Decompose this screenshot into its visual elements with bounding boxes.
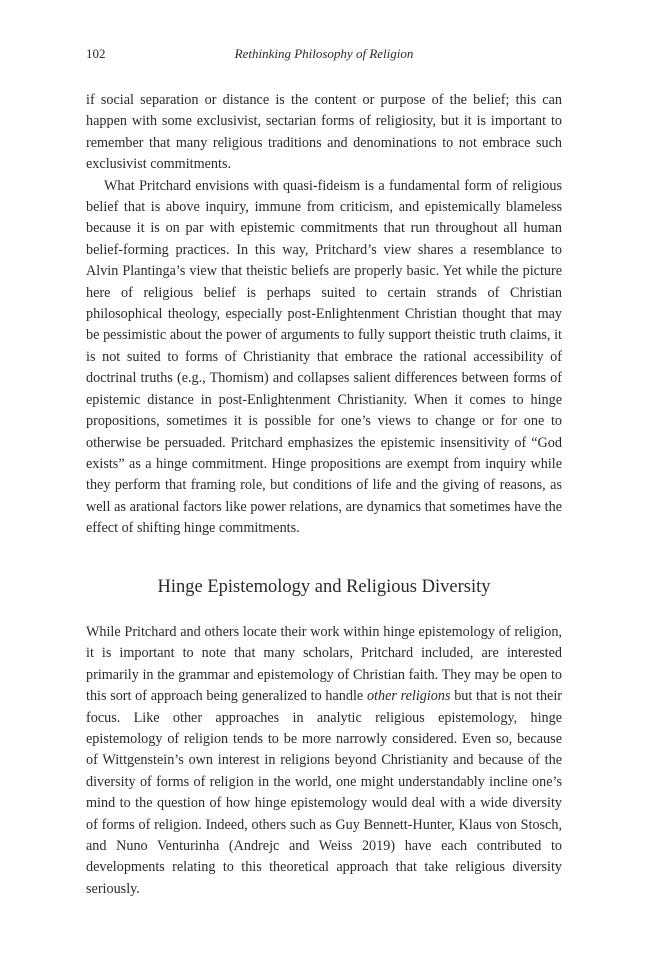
paragraph-text-end: but that is not their focus. Like other approaches in analytic religious epistemology, hinge epistemology of religion tends to be more narrowly considered. Even so, because of Wittgenstein’s own interest in religions beyond Christianity and because of the diversity of forms of religion in the world, one might understandably incline one’s mind to the question of how hinge epistemology would deal with a wide diversity of forms of religion. Indeed, others such as Guy Bennett-Hunter, Klaus von Stosch, and Nuno Venturinha (Andrejc and Weiss 2019) have each contributed to developments relating to this theoretical approach that take religious diversity seriously.	[86, 688, 563, 897]
paragraph-text-start: While Pritchard and others locate their work within hinge epistemology of religion, it is important to note that many scholars, Pritchard included, are interested primarily in the grammar and epistemology of Christian faith. They may be open to this sort of approach being generalized to handle	[86, 624, 562, 705]
section-two-text	[86, 622, 562, 900]
italic-phrase: other religions	[366, 688, 451, 705]
paragraph-quasi-fideism: What Pritchard envisions with quasi-fideism is a fundamental form of religious belief that is above inquiry, immune from criticism, and epistemically blameless because it is on par with epistemic commitments that run throughout all human belief-forming practices. In this way, Pritchard’s view shares a resemblance to Alvin Plantinga’s view that theistic beliefs are properly basic. Yet while the picture here of religious belief is perhaps suited to certain strands of Christian philosophical theology, especially post-Enlightenment Christian thought that may be pessimistic about the power of arguments to fully support theistic truth claims, it is not suited to forms of Christianity that embrace the rational accessibility of doctrinal truths (e.g., Thomism) and collapses salient differences between forms of epistemic distance in post-Enlightenment Christianity. When it comes to hinge propositions, sometimes it is possible for one’s views to change or for one to otherwise be persuaded. Pritchard emphasizes the epistemic insensitivity of “God exists” as a hinge commitment. Hinge propositions are exempt from inquiry while they perform that framing role, but conditions of life and the giving of reasons, as well as arational factors like power relations, are dynamics that sometimes have the effect of shifting hinge commitments.	[86, 177, 562, 537]
paragraph-continuation: if social separation or distance is the content or purpose of the belief; this can happen with some exclusivist, sectarian forms of religiosity, but it is important to remember that many religious traditions and denominations to not embrace such exclusivist commitments.	[86, 92, 562, 173]
section-one-text	[86, 90, 562, 540]
page-number: 102	[86, 46, 106, 61]
paragraph-hinge-diversity	[86, 622, 562, 900]
section-heading: Hinge Epistemology and Religious Diversity	[157, 577, 491, 597]
running-head: Rethinking Philosophy of Religion	[234, 46, 414, 61]
page-header	[86, 46, 562, 64]
